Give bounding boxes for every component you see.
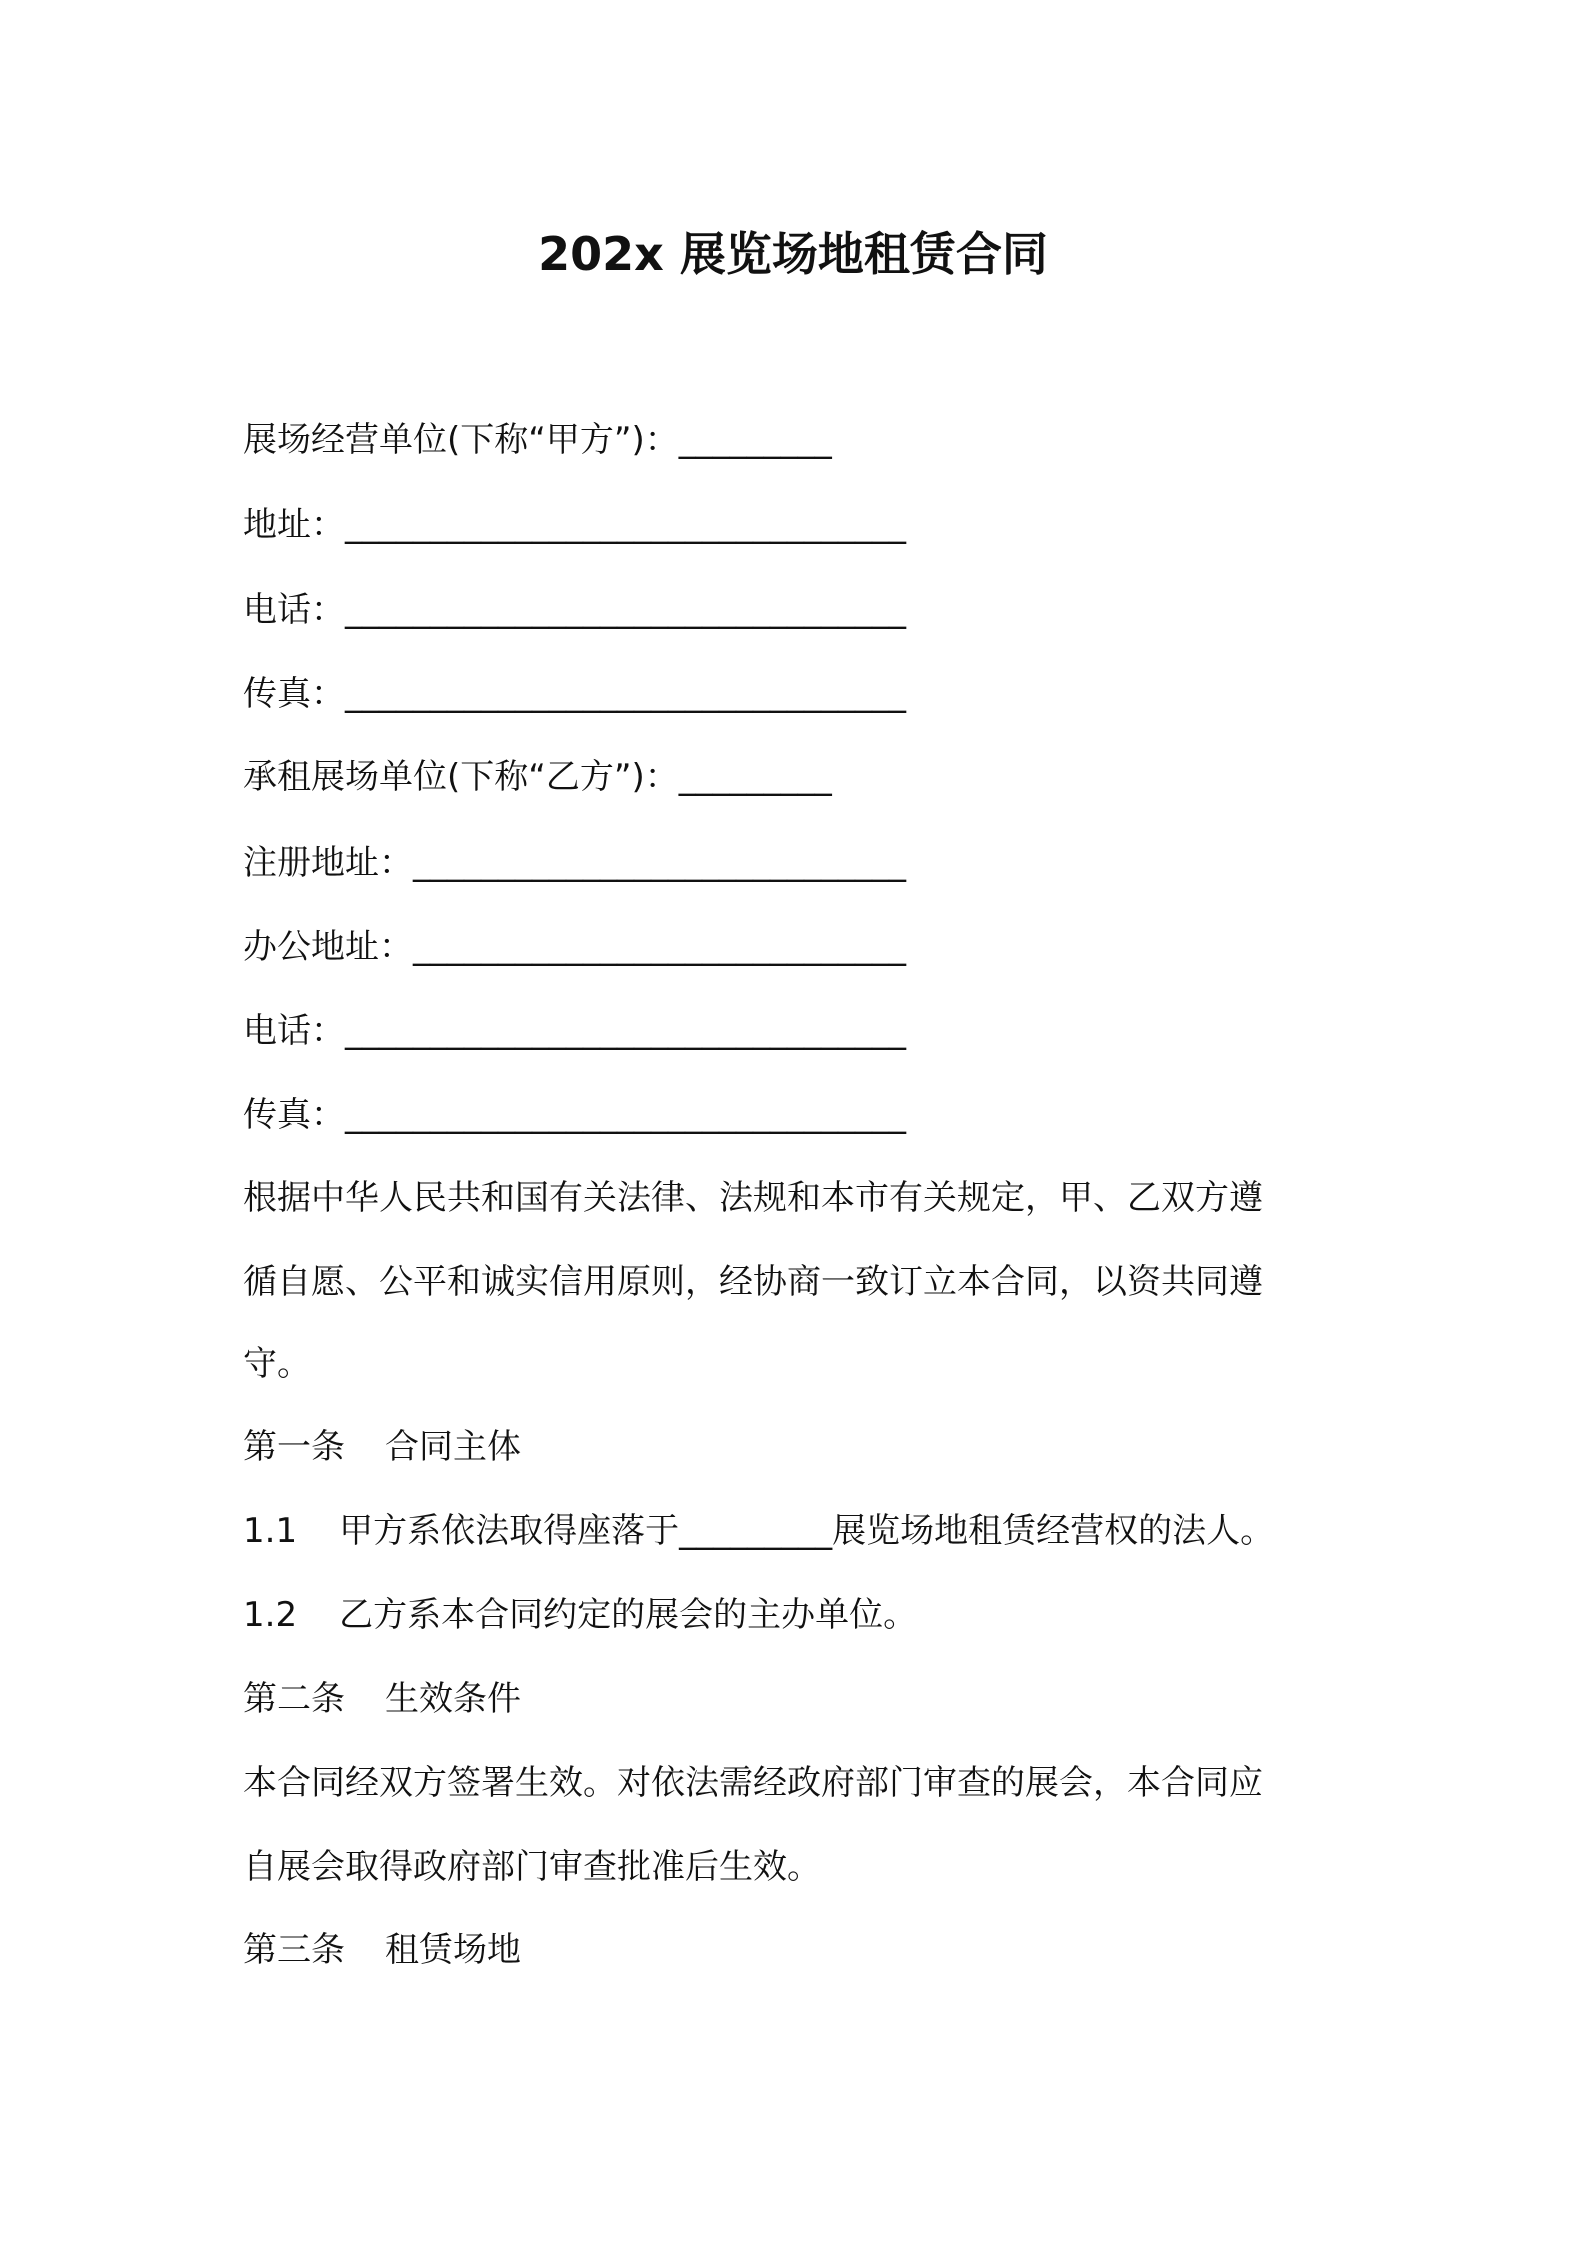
- article-2-number: 第二条: [243, 1679, 345, 1719]
- article-3-number: 第三条: [243, 1930, 345, 1970]
- document-title: 202x 展览场地租赁合同: [538, 227, 1048, 281]
- preamble-line-2: 循自愿、公平和诚实信用原则，经协商一致订立本合同，以资共同遵: [243, 1262, 1263, 1302]
- party-a-fax-line: 传真：_________________________________: [243, 674, 906, 714]
- article-3-heading: [243, 1927, 521, 1973]
- clause-1-1: [243, 1508, 1274, 1554]
- article-2-body-line-2: 自展会取得政府部门审查批准后生效。: [243, 1847, 821, 1887]
- clause-1-2-text: 乙方系本合同约定的展会的主办单位。: [339, 1595, 918, 1635]
- article-1-number: 第一条: [243, 1427, 345, 1467]
- article-2-title: 生效条件: [385, 1679, 521, 1719]
- clause-1-1-number: 1.1: [243, 1511, 298, 1551]
- clause-1-2-number: 1.2: [243, 1595, 298, 1635]
- party-b-name-line: 承租展场单位(下称“乙方”)：_________: [243, 757, 832, 797]
- party-a-address-line: 地址：_________________________________: [243, 505, 906, 545]
- party-b-office-address-line: 办公地址：_____________________________: [243, 927, 906, 967]
- preamble-line-3: 守。: [243, 1344, 311, 1384]
- party-b-fax-line: 传真：_________________________________: [243, 1095, 906, 1135]
- article-1-title: 合同主体: [385, 1427, 521, 1467]
- party-b-registered-address-line: 注册地址：_____________________________: [243, 843, 906, 883]
- party-b-phone-line: 电话：_________________________________: [243, 1011, 906, 1051]
- article-2-heading: [243, 1676, 521, 1722]
- article-2-body-line-1: 本合同经双方签署生效。对依法需经政府部门审查的展会，本合同应: [243, 1763, 1263, 1803]
- article-3-title: 租赁场地: [385, 1930, 521, 1970]
- clause-1-1-text: 甲方系依法取得座落于_________展览场地租赁经营权的法人。: [339, 1511, 1275, 1551]
- party-a-phone-line: 电话：_________________________________: [243, 590, 906, 630]
- preamble-line-1: 根据中华人民共和国有关法律、法规和本市有关规定，甲、乙双方遵: [243, 1178, 1263, 1218]
- party-a-name-line: 展场经营单位(下称“甲方”)：_________: [243, 420, 832, 460]
- article-1-heading: [243, 1424, 521, 1470]
- clause-1-2: [243, 1592, 917, 1638]
